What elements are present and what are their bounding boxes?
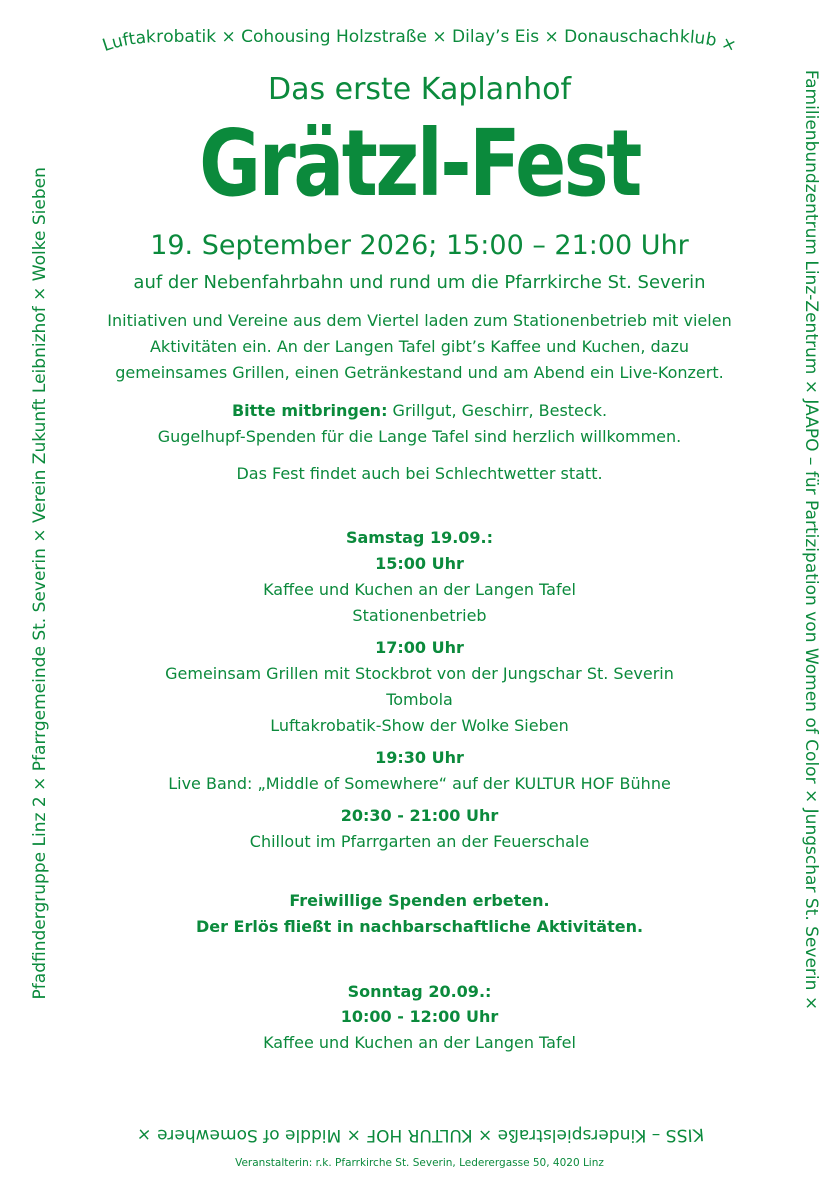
- border-text-left: Pfadfindergruppe Linz 2 × Pfarrgemeinde St. Severin × Verein Zukunft Leibnizhof × Wolke Sieben: [30, 167, 51, 1000]
- event-date: 19. September 2026; 15:00 – 21:00 Uhr: [150, 230, 689, 261]
- event-location: auf der Nebenfahrbahn und rund um die Pfarrkirche St. Severin: [133, 272, 706, 293]
- intro-text: Initiativen und Vereine aus dem Viertel laden zum Stationenbetrieb mit vielen Aktivitäten ein. An der Langen Tafel gibt’s Kaffee und Kuchen, dazu gemeinsames Grillen, einen Getränkestand und am Abend ein Live-Konzert.: [107, 311, 732, 382]
- sat-time-4: 20:30 - 21:00 Uhr: [340, 806, 499, 825]
- bring-label: Bitte mitbringen:: [231, 401, 388, 420]
- border-text-top: Luftakrobatik × Cohousing Holzstraße × Dilay’s Eis × Donauschachklub ×: [100, 26, 739, 57]
- sunday-heading: Sonntag 20.09.:: [347, 982, 492, 1001]
- border-text-right: Familienbundzentrum Linz-Zentrum × JAAPO – für Partizipation von Women of Color × Jungschar St. Severin ×: [801, 69, 821, 1011]
- border-text-bottom: KISS – Kinderspielstraße × KULTUR HOF × Middle of Somewhere ×: [136, 1123, 705, 1146]
- weather-note: Das Fest findet auch bei Schlechtwetter statt.: [236, 464, 603, 483]
- bring-line: [95, 398, 744, 424]
- sat-item: Stationenbetrieb: [352, 606, 487, 625]
- sat-time-2: 17:00 Uhr: [375, 638, 464, 657]
- sat-item: Chillout im Pfarrgarten an der Feuerschale: [249, 832, 590, 851]
- pre-title: Das erste Kaplanhof: [267, 72, 572, 107]
- page-title: Grätzl-Fest: [199, 110, 640, 217]
- organizer-footer: Veranstalterin: r.k. Pfarrkirche St. Severin, Lederergasse 50, 4020 Linz: [235, 1157, 604, 1169]
- sat-time-3: 19:30 Uhr: [375, 748, 464, 767]
- sat-item: Gemeinsam Grillen mit Stockbrot von der Jungschar St. Severin: [165, 664, 674, 683]
- saturday-heading: Samstag 19.09.:: [345, 528, 494, 547]
- sat-item: Live Band: „Middle of Somewhere“ auf der KULTUR HOF Bühne: [168, 774, 671, 793]
- sat-item: Tombola: [386, 690, 453, 709]
- sun-time-1: 10:00 - 12:00 Uhr: [340, 1007, 499, 1026]
- sat-item: Luftakrobatik-Show der Wolke Sieben: [270, 716, 569, 735]
- donation-line: Gugelhupf-Spenden für die Lange Tafel sind herzlich willkommen.: [157, 427, 682, 446]
- sat-time-1: 15:00 Uhr: [375, 554, 464, 573]
- sat-item: Kaffee und Kuchen an der Langen Tafel: [263, 580, 576, 599]
- sun-item: Kaffee und Kuchen an der Langen Tafel: [263, 1033, 576, 1052]
- donation-note-2: Der Erlös fließt in nachbarschaftliche Aktivitäten.: [195, 917, 644, 936]
- donation-note-1: Freiwillige Spenden erbeten.: [289, 891, 550, 910]
- bring-text: Grillgut, Geschirr, Besteck.: [387, 401, 608, 420]
